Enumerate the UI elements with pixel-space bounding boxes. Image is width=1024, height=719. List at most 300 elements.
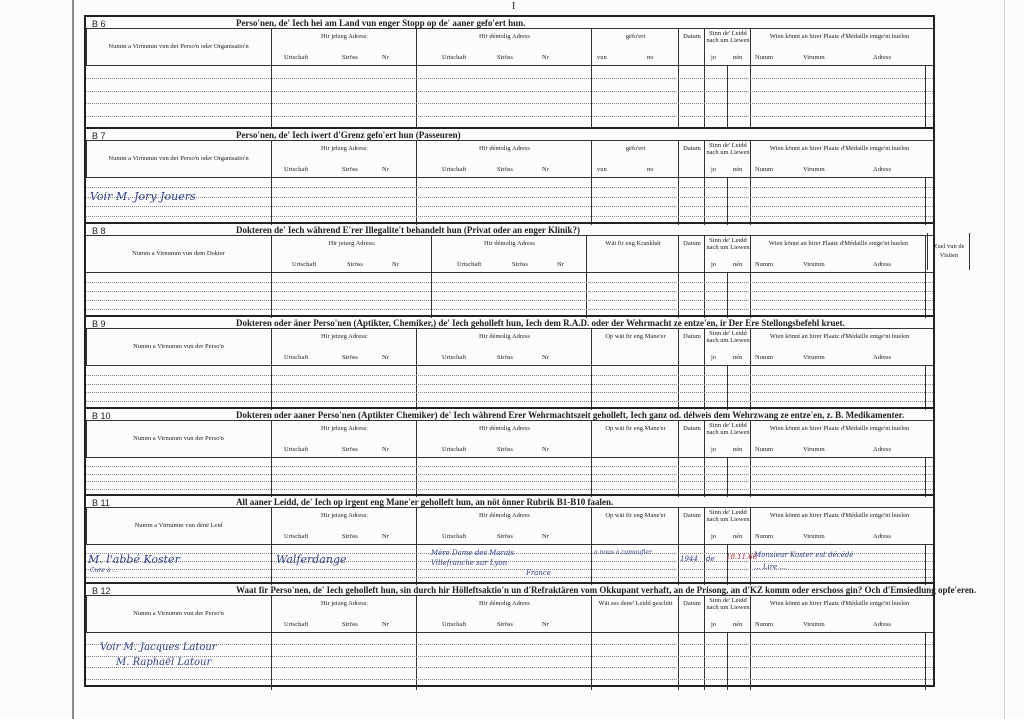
col-name — [86, 596, 271, 633]
current-address-label: Hir jetzeg Adress: — [321, 333, 368, 340]
street-label: Ströss — [497, 54, 513, 61]
medal-label: Wien könnt an hirer Plaatz d'Médaille entge'nt huelen — [769, 512, 910, 519]
col-remarks — [925, 236, 926, 273]
date-label: Datum — [683, 425, 701, 432]
date-label: Datum — [683, 240, 701, 247]
header-row — [86, 507, 933, 545]
town-label: Urtschaft — [284, 166, 309, 173]
street-label: Ströss — [497, 354, 513, 361]
col-name — [86, 329, 271, 366]
col-after-war — [704, 508, 751, 545]
number-label: Nr — [542, 621, 549, 628]
col-name — [86, 29, 271, 66]
col-remarks — [86, 596, 87, 633]
handwritten-b11-yes: de — [706, 555, 715, 563]
data-rows — [86, 457, 933, 497]
medal-address-label: Adress — [873, 446, 892, 453]
row-divider — [86, 116, 933, 117]
col-detail — [591, 29, 679, 66]
handwritten-b11-date: 1944 — [680, 555, 698, 563]
medal-label: Wien könnt an hirer Plaatz d'Médaille entge'nt huelen — [769, 333, 910, 340]
column-divider — [271, 273, 272, 318]
town-label: Urtschaft — [442, 354, 467, 361]
section-b9 — [86, 315, 933, 407]
number-label: Nr — [542, 166, 549, 173]
detail-label: gefo'ert — [625, 145, 646, 152]
row-divider — [86, 309, 933, 310]
after-war-label: Sinn de' Leidd nach um Liewen — [706, 142, 750, 157]
column-divider — [750, 178, 751, 225]
column-divider — [750, 458, 751, 497]
section-title: All aaner Leidd, de' Iech op irgent eng Mane'er geholleft hun, an nöt önner Rubrik B1-B10 faalen. — [236, 497, 614, 507]
row-divider — [86, 392, 933, 393]
col-medal — [750, 421, 928, 458]
data-rows — [86, 177, 933, 225]
no-label: nén — [733, 533, 743, 540]
col-name-label: Numm a Virnumm vun der Perso'n oder Organisatio'n — [108, 43, 249, 51]
yes-label: jo — [711, 446, 717, 453]
column-divider — [704, 458, 705, 497]
header-row — [86, 140, 933, 178]
medal-name-label: Numm — [755, 533, 774, 540]
detail-label: Op wät fir eng Mane'er — [605, 512, 666, 519]
row-divider — [86, 291, 933, 292]
col-detail — [591, 421, 679, 458]
col-remarks — [86, 508, 87, 545]
medal-name-label: Numm — [755, 354, 774, 361]
medal-label: Wien könnt an hirer Plaatz d'Médaille entge'nt huelen — [769, 600, 910, 607]
row-divider — [86, 577, 933, 578]
column-divider — [704, 366, 705, 410]
yes-label: jo — [711, 533, 717, 540]
col-former-address — [416, 421, 592, 458]
column-divider — [678, 545, 679, 585]
medal-label: Wien könnt an hirer Plaatz d'Médaille entge'nt huelen — [769, 33, 910, 40]
town-label: Urtschaft — [284, 354, 309, 361]
col-current-address — [271, 421, 417, 458]
col-current-address — [271, 508, 417, 545]
header-row — [86, 28, 933, 66]
column-divider — [591, 458, 592, 497]
col-name-label: Numm a Virnumm vun der Perso'n — [133, 343, 224, 351]
section-b11 — [86, 494, 933, 582]
row-divider — [86, 206, 933, 207]
col-visits — [927, 233, 970, 270]
column-divider — [678, 633, 679, 690]
number-label: Nr — [382, 54, 389, 61]
street-label: Ströss — [342, 533, 358, 540]
column-divider — [591, 366, 592, 410]
section-number: B 12 — [92, 586, 111, 596]
town-label: Urtschaft — [442, 446, 467, 453]
column-divider — [727, 178, 728, 225]
row-divider — [86, 481, 933, 482]
current-address-label: Hir jetzeg Adress: — [321, 425, 368, 432]
medal-name-label: Numm — [755, 261, 774, 268]
section-b10 — [86, 407, 933, 494]
data-rows — [86, 272, 933, 318]
col-detail — [591, 329, 679, 366]
date-label: Datum — [683, 33, 701, 40]
after-war-label: Sinn de' Leidd nach um Liewen — [706, 422, 750, 437]
row-divider — [86, 78, 933, 79]
row-divider — [86, 401, 933, 402]
col-name — [86, 236, 271, 273]
date-label: Datum — [683, 145, 701, 152]
col-after-war — [704, 421, 751, 458]
row-divider — [86, 561, 933, 562]
row-divider — [86, 216, 933, 217]
no-label: nén — [733, 261, 743, 268]
col-name-label: Numm a Virnumm vun dénë Leid — [134, 522, 223, 530]
row-divider — [86, 667, 933, 668]
paper-edge-right — [1004, 0, 1005, 719]
column-divider — [727, 458, 728, 497]
col-name — [86, 421, 271, 458]
date-label: Datum — [683, 600, 701, 607]
section-number: B 11 — [92, 498, 110, 508]
column-divider — [678, 178, 679, 225]
col-medal — [750, 236, 926, 273]
medal-address-label: Adress — [873, 166, 892, 173]
medal-name-label: Numm — [755, 446, 774, 453]
column-divider — [586, 273, 587, 318]
town-label: Urtschaft — [284, 446, 309, 453]
section-title: Perso'nen, de' Iech hei am Land vun enger Stopp op de' aaner gefo'ert hun. — [236, 18, 526, 28]
no-label: nén — [733, 354, 743, 361]
column-divider — [271, 545, 272, 585]
current-address-label: Hir jetzeg Adress: — [321, 512, 368, 519]
col-current-address — [271, 236, 432, 273]
former-address-label: Hir démolig Adress — [479, 33, 530, 40]
section-b8 — [86, 222, 933, 315]
number-label: Nr — [542, 533, 549, 540]
col-former-address — [416, 141, 592, 178]
street-label: Ströss — [342, 621, 358, 628]
medal-firstname-label: Virumm — [803, 54, 825, 61]
data-rows — [86, 65, 933, 128]
from-label: vun — [597, 54, 607, 61]
handwritten-b7-name: Voir M. Jory Jouers — [90, 190, 196, 203]
column-divider — [925, 178, 926, 225]
col-detail — [586, 236, 679, 273]
no-label: nén — [733, 166, 743, 173]
section-title: Dokteren oder aaner Perso'nen (Aptikter Chemiker) de' Iech während Erer Wehrmachtszeit geholleft, Iech ganz od. délweis dem Wehrzwang ze entze'en, z. B. Medikamenter. — [236, 410, 905, 420]
section-title: Waat fir Perso'nen, de' Iech geholleft hun, sin durch hir Hölleftsaktio'n un d'Refraktären vom Okkupant verhaft, an de Prisong, an d'KZ komm oder erschoss gin? Och d'Emsiedlung opfe'eren. — [236, 585, 977, 595]
col-name-label: Numm a Virnumm vun der Perso'n — [133, 435, 224, 443]
number-label: Nr — [382, 446, 389, 453]
medal-name-label: Numm — [755, 166, 774, 173]
row-divider — [86, 466, 933, 467]
row-divider — [86, 103, 933, 104]
data-rows — [86, 365, 933, 410]
number-label: Nr — [542, 446, 549, 453]
col-current-address — [271, 141, 417, 178]
col-after-war — [704, 329, 751, 366]
column-divider — [925, 458, 926, 497]
header-row — [86, 328, 933, 366]
col-duration — [969, 233, 970, 270]
handwritten-b11-town: Walferdange — [276, 553, 347, 566]
col-date — [678, 236, 705, 273]
current-address-label: Hir jetzeg Adress: — [321, 33, 368, 40]
former-address-label: Hir démolig Adress — [479, 425, 530, 432]
handwritten-b11-death-date: 18.11.66 — [726, 553, 758, 561]
paper-edge — [72, 0, 74, 719]
number-label: Nr — [382, 166, 389, 173]
from-label: vun — [597, 166, 607, 173]
column-divider — [750, 545, 751, 585]
medal-address-label: Adress — [873, 533, 892, 540]
column-divider — [750, 273, 751, 318]
yes-label: jo — [711, 54, 717, 61]
detail-label: Wät ass dene' Leidd geschitt — [598, 600, 673, 607]
header-row — [86, 420, 933, 458]
section-b6 — [86, 17, 933, 127]
col-current-address — [271, 29, 417, 66]
col-medal — [750, 141, 928, 178]
row-divider — [86, 375, 933, 376]
col-remarks — [86, 329, 87, 366]
col-medal — [750, 29, 928, 66]
section-number: B 9 — [92, 319, 106, 329]
handwritten-b11-address-2: Villefranche sur Lyon — [431, 559, 508, 567]
handwritten-b12-name-1: Voir M. Jacques Latour — [100, 642, 217, 653]
col-detail — [591, 508, 679, 545]
medal-label: Wien könnt an hirer Plaatz d'Médaille entge'nt huelen — [769, 425, 910, 432]
number-label: Nr — [382, 621, 389, 628]
street-label: Ströss — [342, 354, 358, 361]
col-after-war — [704, 236, 751, 273]
column-divider — [704, 545, 705, 585]
no-label: nén — [733, 446, 743, 453]
column-divider — [271, 366, 272, 410]
no-label: nén — [733, 54, 743, 61]
column-divider — [416, 545, 417, 585]
medal-firstname-label: Virumm — [803, 354, 825, 361]
street-label: Ströss — [497, 446, 513, 453]
visits-label: Zuel vun de Visiten — [933, 243, 965, 259]
after-war-label: Sinn de' Leidd nach um Liewen — [706, 509, 750, 524]
col-name-label: Numm a Virnumm vun der Perso'n — [133, 610, 224, 618]
handwritten-b11-name: M. l'abbé Koster — [88, 553, 180, 566]
number-label: Nr — [542, 54, 549, 61]
to-label: no — [647, 166, 654, 173]
handwritten-b11-how: a nous à camoufler — [594, 549, 652, 556]
yes-label: jo — [711, 354, 717, 361]
street-label: Ströss — [347, 261, 363, 268]
header-row — [86, 235, 933, 273]
former-address-label: Hir démolig Adress — [484, 240, 535, 247]
row-divider — [86, 300, 933, 301]
after-war-label: Sinn de' Leidd nach um Liewen — [706, 237, 750, 252]
section-number: B 8 — [92, 226, 106, 236]
col-date — [678, 329, 705, 366]
col-former-address — [416, 508, 592, 545]
handwritten-b11-address-1: Mère Dame des Marais — [431, 549, 514, 557]
medal-firstname-label: Virumm — [803, 621, 825, 628]
row-divider — [86, 187, 933, 188]
row-divider — [86, 91, 933, 92]
column-divider — [925, 545, 926, 585]
col-detail — [591, 141, 679, 178]
row-divider — [86, 656, 933, 657]
column-divider — [271, 633, 272, 690]
medal-address-label: Adress — [873, 54, 892, 61]
medal-label: Wien könnt an hirer Plaatz d'Médaille entge'nt huelen — [769, 145, 910, 152]
data-rows — [86, 632, 933, 690]
col-after-war — [704, 141, 751, 178]
town-label: Urtschaft — [457, 261, 482, 268]
town-label: Urtschaft — [442, 54, 467, 61]
column-divider — [704, 273, 705, 318]
column-divider — [416, 458, 417, 497]
column-divider — [750, 633, 751, 690]
town-label: Urtschaft — [284, 533, 309, 540]
medal-address-label: Adress — [873, 621, 892, 628]
medal-address-label: Adress — [873, 261, 892, 268]
column-divider — [727, 366, 728, 410]
detail-label: Op wät fir eng Mane'er — [605, 333, 666, 340]
after-war-label: Sinn de' Leidd nach um Liewen — [706, 330, 750, 345]
yes-label: jo — [711, 621, 717, 628]
street-label: Ströss — [497, 621, 513, 628]
street-label: Ströss — [497, 166, 513, 173]
col-remarks — [86, 421, 87, 458]
former-address-label: Hir démolig Adress — [479, 600, 530, 607]
col-former-address — [431, 236, 587, 273]
yes-label: jo — [711, 261, 717, 268]
number-label: Nr — [382, 533, 389, 540]
yes-label: jo — [711, 166, 717, 173]
page-mark: I — [512, 1, 516, 12]
number-label: Nr — [392, 261, 399, 268]
section-title: Dokteren de' Iech während E'rer Illegalite't behandelt hun (Privat oder an enger Klinik?) — [236, 225, 581, 235]
town-label: Urtschaft — [284, 54, 309, 61]
number-label: Nr — [557, 261, 564, 268]
street-label: Ströss — [342, 166, 358, 173]
column-divider — [431, 273, 432, 318]
column-divider — [591, 66, 592, 128]
col-remarks — [86, 29, 87, 66]
col-former-address — [416, 29, 592, 66]
handwritten-b11-medal-1: Monsieur Koster est décédé — [754, 551, 854, 559]
column-divider — [591, 178, 592, 225]
column-divider — [925, 633, 926, 690]
handwritten-b11-address-3: France — [526, 569, 551, 577]
header-row — [86, 595, 933, 633]
current-address-label: Hir jetzeg Adress: — [321, 600, 368, 607]
town-label: Urtschaft — [442, 621, 467, 628]
section-number: B 6 — [92, 19, 106, 29]
former-address-label: Hir démolig Adress — [479, 145, 530, 152]
column-divider — [591, 545, 592, 585]
col-medal — [750, 508, 928, 545]
date-label: Datum — [683, 512, 701, 519]
col-date — [678, 141, 705, 178]
col-date — [678, 596, 705, 633]
row-divider — [86, 679, 933, 680]
col-name-label: Numm a Virnumm vun der Perso'n oder Organisatio'n — [108, 155, 249, 163]
column-divider — [416, 366, 417, 410]
section-b12 — [86, 582, 977, 687]
column-divider — [925, 66, 926, 128]
current-address-label: Hir jetzeg Adress: — [321, 145, 368, 152]
town-label: Urtschaft — [442, 533, 467, 540]
former-address-label: Hir démolig Adress — [479, 333, 530, 340]
medal-label: Wien könnt an hirer Plaatz d'Médaille entge'nt huelen — [768, 240, 909, 247]
handwritten-b11-medal-2: ... Lire ... — [754, 563, 787, 571]
column-divider — [416, 633, 417, 690]
handwritten-b11-name-note: Cure à ... — [90, 567, 118, 574]
column-divider — [271, 458, 272, 497]
col-current-address — [271, 329, 417, 366]
current-address-label: Hir jetzeg Adress: — [328, 240, 376, 247]
row-divider — [86, 489, 933, 490]
col-medal — [750, 596, 928, 633]
column-divider — [678, 66, 679, 128]
column-divider — [271, 66, 272, 128]
section-title: Perso'nen, de' Iech iwert d'Grenz gefo'ert hun (Passeuren) — [236, 130, 461, 140]
row-divider — [86, 474, 933, 475]
row-divider — [86, 197, 933, 198]
column-divider — [750, 366, 751, 410]
medal-address-label: Adress — [873, 354, 892, 361]
former-address-label: Hir démolig Adress — [479, 512, 530, 519]
questionnaire-form — [84, 15, 977, 687]
col-date — [678, 508, 705, 545]
medal-name-label: Numm — [755, 621, 774, 628]
col-after-war — [704, 596, 751, 633]
town-label: Urtschaft — [284, 621, 309, 628]
medal-name-label: Numm — [755, 54, 774, 61]
handwritten-b12-name-2: M. Raphaël Latour — [116, 657, 212, 668]
col-former-address — [416, 329, 592, 366]
col-remarks — [86, 141, 87, 178]
col-former-address — [416, 596, 592, 633]
column-divider — [678, 458, 679, 497]
col-name-label: Numm a Virnumm vun dem Dokter — [132, 250, 225, 258]
col-after-war — [704, 29, 751, 66]
medal-firstname-label: Virumm — [803, 446, 825, 453]
row-divider — [86, 384, 933, 385]
row-divider — [86, 569, 933, 570]
column-divider — [704, 178, 705, 225]
number-label: Nr — [542, 354, 549, 361]
column-divider — [727, 273, 728, 318]
date-label: Datum — [683, 333, 701, 340]
column-divider — [678, 366, 679, 410]
after-war-label: Sinn de' Leidd nach um Liewen — [706, 30, 750, 45]
detail-label: gefo'ert — [625, 33, 646, 40]
col-detail — [591, 596, 679, 633]
column-divider — [416, 66, 417, 128]
section-number: B 7 — [92, 131, 106, 141]
column-divider — [925, 273, 926, 318]
town-label: Urtschaft — [442, 166, 467, 173]
town-label: Urtschaft — [292, 261, 317, 268]
medal-firstname-label: Virumm — [803, 533, 825, 540]
column-divider — [750, 66, 751, 128]
column-divider — [591, 633, 592, 690]
medal-firstname-label: Virumm — [803, 166, 825, 173]
to-label: no — [647, 54, 654, 61]
section-number: B 10 — [92, 411, 111, 421]
street-label: Ströss — [497, 533, 513, 540]
column-divider — [727, 66, 728, 128]
col-current-address — [271, 596, 417, 633]
column-divider — [678, 273, 679, 318]
